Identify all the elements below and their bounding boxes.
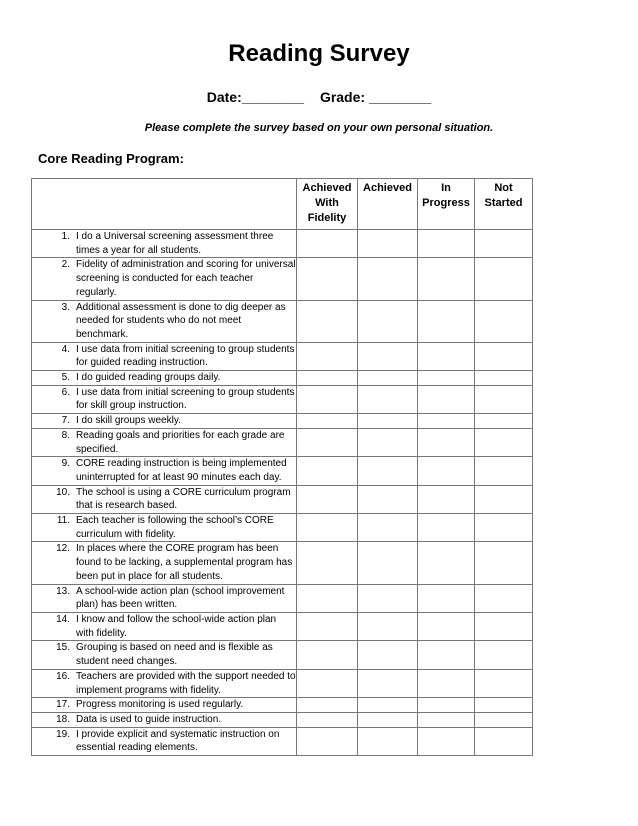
survey-table xyxy=(31,178,533,756)
section-title: Core Reading Program: xyxy=(38,151,184,166)
page-title: Reading Survey xyxy=(228,40,410,67)
survey-item xyxy=(32,585,296,612)
response-cell-not-started[interactable] xyxy=(475,669,533,697)
item-number: 5. xyxy=(61,372,70,384)
item-number: 11. xyxy=(56,515,70,527)
table-row xyxy=(32,385,533,413)
item-number: 17. xyxy=(56,699,70,711)
table-row xyxy=(32,698,533,713)
item-number: 15. xyxy=(56,642,70,654)
response-cell-in-progress[interactable] xyxy=(418,414,475,429)
response-cell-achieved[interactable] xyxy=(358,385,418,413)
item-number: 1. xyxy=(61,231,70,242)
table-row xyxy=(32,727,533,755)
item-text: Reading goals and priorities for each grade are specified. xyxy=(76,429,285,455)
response-cell-achieved-with-fidelity[interactable] xyxy=(297,612,358,640)
response-cell-achieved-with-fidelity[interactable] xyxy=(297,371,358,386)
response-cell-achieved-with-fidelity[interactable] xyxy=(297,542,358,584)
survey-item xyxy=(32,343,296,370)
statement-cell xyxy=(32,485,297,513)
item-text: I do guided reading groups daily. xyxy=(76,372,221,384)
item-text: Data is used to guide instruction. xyxy=(76,713,222,725)
survey-item xyxy=(32,258,296,299)
table-row xyxy=(32,485,533,513)
response-cell-achieved-with-fidelity[interactable] xyxy=(297,669,358,697)
statement-cell xyxy=(32,457,297,485)
item-text: I know and follow the school-wide action plan with fidelity. xyxy=(76,613,277,639)
item-text: I do a Universal screening assessment three times a year for all students. xyxy=(76,231,274,256)
table-row xyxy=(32,542,533,584)
survey-item xyxy=(32,698,296,712)
response-cell-in-progress[interactable] xyxy=(418,258,475,300)
table-row xyxy=(32,230,533,258)
survey-item xyxy=(32,514,296,541)
statement-cell xyxy=(32,230,297,258)
item-number: 4. xyxy=(61,343,70,355)
response-cell-not-started[interactable] xyxy=(475,542,533,584)
response-cell-in-progress[interactable] xyxy=(418,428,475,456)
statement-cell xyxy=(32,698,297,713)
table-row xyxy=(32,258,533,300)
response-cell-achieved[interactable] xyxy=(358,584,418,612)
response-cell-achieved-with-fidelity[interactable] xyxy=(297,342,358,370)
response-cell-in-progress[interactable] xyxy=(418,230,475,258)
item-number: 3. xyxy=(61,301,70,313)
item-text: Grouping is based on need and is flexible as student need changes. xyxy=(76,642,273,668)
survey-item xyxy=(32,457,296,484)
column-header-achieved-with-fidelity: Achieved With Fidelity xyxy=(297,179,358,230)
item-text: I use data from initial screening to group students for guided reading instruction. xyxy=(76,343,295,369)
response-cell-achieved-with-fidelity[interactable] xyxy=(297,385,358,413)
response-cell-in-progress[interactable] xyxy=(418,514,475,542)
response-cell-in-progress[interactable] xyxy=(418,485,475,513)
response-cell-not-started[interactable] xyxy=(475,514,533,542)
response-cell-achieved-with-fidelity[interactable] xyxy=(297,727,358,755)
table-row xyxy=(32,584,533,612)
item-text: Teachers are provided with the support needed to implement programs with fidelity. xyxy=(76,670,296,696)
response-cell-not-started[interactable] xyxy=(475,428,533,456)
table-row xyxy=(32,414,533,429)
item-number: 19. xyxy=(56,728,70,740)
survey-item xyxy=(32,371,296,385)
date-field[interactable]: Date:________ xyxy=(206,89,305,105)
item-text: Fidelity of administration and scoring for universal screening is conducted for each teacher regularly. xyxy=(76,259,296,298)
response-cell-achieved[interactable] xyxy=(358,414,418,429)
response-cell-achieved[interactable] xyxy=(358,428,418,456)
statement-cell xyxy=(32,712,297,727)
response-cell-achieved[interactable] xyxy=(358,612,418,640)
table-header-row xyxy=(32,179,533,230)
table-row xyxy=(32,669,533,697)
statement-cell xyxy=(32,612,297,640)
response-cell-not-started[interactable] xyxy=(475,457,533,485)
response-cell-achieved[interactable] xyxy=(358,669,418,697)
response-cell-achieved-with-fidelity[interactable] xyxy=(297,514,358,542)
response-cell-in-progress[interactable] xyxy=(418,669,475,697)
item-number: 6. xyxy=(61,386,70,398)
response-cell-not-started[interactable] xyxy=(475,727,533,755)
item-text: Additional assessment is done to dig deeper as needed for students who do not meet benchmark. xyxy=(76,301,286,340)
survey-item xyxy=(32,613,296,640)
response-cell-in-progress[interactable] xyxy=(418,385,475,413)
statement-cell xyxy=(32,641,297,669)
survey-item xyxy=(32,641,296,668)
survey-item xyxy=(32,230,296,257)
response-cell-achieved[interactable] xyxy=(358,641,418,669)
table-row xyxy=(32,712,533,727)
column-header-not-started: Not Started xyxy=(475,179,533,230)
survey-item xyxy=(32,542,296,583)
statement-cell xyxy=(32,514,297,542)
item-text: CORE reading instruction is being implemented uninterrupted for at least 90 minutes each day. xyxy=(76,458,287,483)
response-cell-achieved-with-fidelity[interactable] xyxy=(297,230,358,258)
grade-field[interactable]: Grade: ________ xyxy=(319,89,432,105)
response-cell-not-started[interactable] xyxy=(475,300,533,342)
response-cell-achieved[interactable] xyxy=(358,485,418,513)
response-cell-achieved-with-fidelity[interactable] xyxy=(297,428,358,456)
response-cell-achieved[interactable] xyxy=(358,514,418,542)
response-cell-in-progress[interactable] xyxy=(418,300,475,342)
table-row xyxy=(32,300,533,342)
response-cell-not-started[interactable] xyxy=(475,230,533,258)
response-cell-achieved[interactable] xyxy=(358,712,418,727)
statement-cell xyxy=(32,371,297,386)
item-number: 16. xyxy=(56,670,70,682)
response-cell-in-progress[interactable] xyxy=(418,641,475,669)
table-row xyxy=(32,428,533,456)
item-text: Progress monitoring is used regularly. xyxy=(76,699,244,711)
item-text: I provide explicit and systematic instruction on essential reading elements. xyxy=(76,728,280,754)
table-row xyxy=(32,371,533,386)
item-text: I do skill groups weekly. xyxy=(76,415,181,427)
response-cell-not-started[interactable] xyxy=(475,385,533,413)
response-cell-achieved-with-fidelity[interactable] xyxy=(297,584,358,612)
statement-cell xyxy=(32,385,297,413)
response-cell-achieved-with-fidelity[interactable] xyxy=(297,485,358,513)
response-cell-achieved[interactable] xyxy=(358,371,418,386)
statement-cell xyxy=(32,428,297,456)
survey-item xyxy=(32,414,296,428)
response-cell-not-started[interactable] xyxy=(475,414,533,429)
response-cell-in-progress[interactable] xyxy=(418,612,475,640)
response-cell-achieved[interactable] xyxy=(358,342,418,370)
response-cell-in-progress[interactable] xyxy=(418,342,475,370)
response-cell-achieved-with-fidelity[interactable] xyxy=(297,698,358,713)
item-text: The school is using a CORE curriculum program that is research based. xyxy=(76,486,291,512)
response-cell-in-progress[interactable] xyxy=(418,584,475,612)
survey-item xyxy=(32,713,296,727)
item-text: A school-wide action plan (school improvement plan) has been written. xyxy=(76,585,285,611)
survey-table-body xyxy=(32,230,533,756)
response-cell-achieved[interactable] xyxy=(358,258,418,300)
response-cell-achieved-with-fidelity[interactable] xyxy=(297,258,358,300)
statement-cell xyxy=(32,542,297,584)
response-cell-in-progress[interactable] xyxy=(418,727,475,755)
statement-cell xyxy=(32,584,297,612)
response-cell-achieved-with-fidelity[interactable] xyxy=(297,712,358,727)
response-cell-in-progress[interactable] xyxy=(418,371,475,386)
response-cell-in-progress[interactable] xyxy=(418,712,475,727)
table-row xyxy=(32,457,533,485)
item-number: 10. xyxy=(56,486,70,498)
response-cell-achieved[interactable] xyxy=(358,457,418,485)
table-row xyxy=(32,641,533,669)
response-cell-in-progress[interactable] xyxy=(418,698,475,713)
table-row xyxy=(32,342,533,370)
survey-item xyxy=(32,301,296,342)
response-cell-achieved[interactable] xyxy=(358,300,418,342)
date-grade-line xyxy=(0,89,638,105)
item-number: 8. xyxy=(61,429,70,441)
response-cell-in-progress[interactable] xyxy=(418,542,475,584)
response-cell-achieved-with-fidelity[interactable] xyxy=(297,414,358,429)
survey-item xyxy=(32,429,296,456)
survey-item xyxy=(32,728,296,755)
item-text: In places where the CORE program has been found to be lacking, a supplemental program has been put in place for all students. xyxy=(76,543,293,582)
statement-cell xyxy=(32,342,297,370)
survey-item xyxy=(32,386,296,413)
response-cell-achieved[interactable] xyxy=(358,727,418,755)
response-cell-achieved-with-fidelity[interactable] xyxy=(297,300,358,342)
column-header-achieved: Achieved xyxy=(358,179,418,230)
response-cell-not-started[interactable] xyxy=(475,258,533,300)
item-number: 14. xyxy=(56,613,70,625)
item-number: 9. xyxy=(61,458,70,470)
item-number: 2. xyxy=(61,259,70,271)
table-row xyxy=(32,612,533,640)
item-number: 12. xyxy=(56,543,70,555)
response-cell-not-started[interactable] xyxy=(475,342,533,370)
statement-cell xyxy=(32,258,297,300)
response-cell-achieved[interactable] xyxy=(358,542,418,584)
response-cell-achieved-with-fidelity[interactable] xyxy=(297,457,358,485)
survey-item xyxy=(32,670,296,697)
item-text: I use data from initial screening to group students for skill group instruction. xyxy=(76,386,295,412)
survey-item xyxy=(32,486,296,513)
column-header-statement xyxy=(32,179,297,230)
response-cell-in-progress[interactable] xyxy=(418,457,475,485)
statement-cell xyxy=(32,300,297,342)
response-cell-not-started[interactable] xyxy=(475,371,533,386)
response-cell-achieved[interactable] xyxy=(358,698,418,713)
response-cell-not-started[interactable] xyxy=(475,641,533,669)
response-cell-achieved[interactable] xyxy=(358,230,418,258)
response-cell-not-started[interactable] xyxy=(475,698,533,713)
item-number: 7. xyxy=(61,415,70,427)
column-header-in-progress: In Progress xyxy=(418,179,475,230)
item-number: 13. xyxy=(56,585,70,597)
statement-cell xyxy=(32,414,297,429)
item-text: Each teacher is following the school’s CORE curriculum with fidelity. xyxy=(76,515,274,540)
response-cell-achieved-with-fidelity[interactable] xyxy=(297,641,358,669)
table-row xyxy=(32,514,533,542)
response-cell-not-started[interactable] xyxy=(475,584,533,612)
statement-cell xyxy=(32,727,297,755)
statement-cell xyxy=(32,669,297,697)
instructions-text: Please complete the survey based on your own personal situation. xyxy=(144,122,494,134)
item-number: 18. xyxy=(56,713,70,725)
response-cell-not-started[interactable] xyxy=(475,485,533,513)
response-cell-not-started[interactable] xyxy=(475,712,533,727)
response-cell-not-started[interactable] xyxy=(475,612,533,640)
